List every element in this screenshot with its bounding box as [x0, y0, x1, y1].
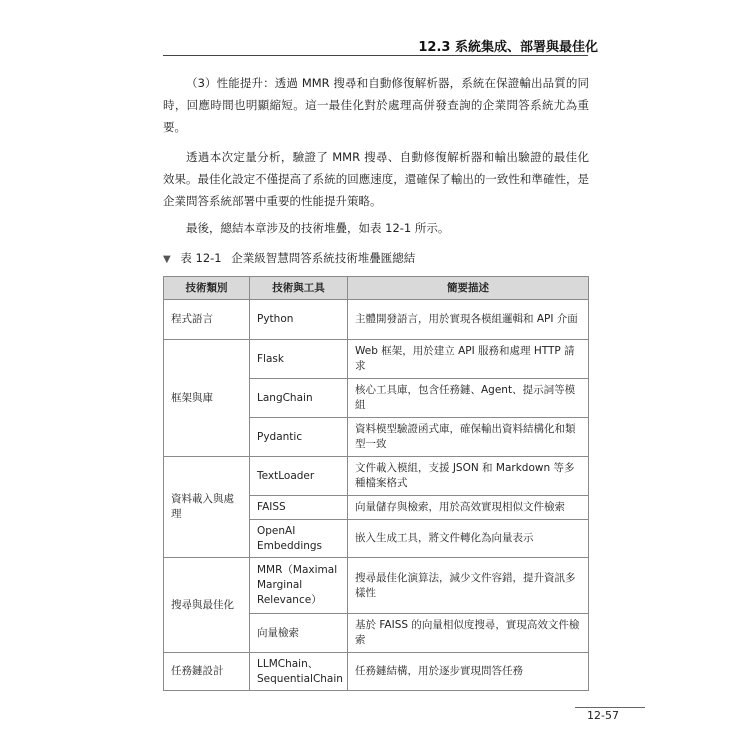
paragraph-analysis: 透過本次定量分析，驗證了 MMR 搜尋、自動修復解析器和輸出驗證的最佳化效果。最佳化設定不僅提高了系統的回應速度，還確保了輸出的一致性和準確性，是企業問答系統部署中重要的性能提升策略。	[163, 150, 589, 208]
description-cell: 文件載入模組，支援 JSON 和 Markdown 等多種檔案格式	[348, 457, 589, 496]
paragraph-summary: 最後，總結本章涉及的技術堆疊，如表 12-1 所示。	[186, 221, 450, 235]
tool-cell: MMR（Maximal Marginal Relevance）	[250, 558, 348, 614]
category-cell: 資料載入與處理	[164, 457, 250, 558]
description-cell: 搜尋最佳化演算法，減少文件容錯，提升資訊多樣性	[348, 558, 589, 614]
header-description: 簡要描述	[348, 277, 589, 300]
description-cell: Web 框架，用於建立 API 服務和處理 HTTP 請求	[348, 340, 589, 379]
tool-cell: FAISS	[250, 496, 348, 520]
caption-triangle-icon: ▼	[163, 254, 171, 265]
header-category: 技術類別	[164, 277, 250, 300]
table-row	[164, 558, 589, 614]
description-cell: 向量儲存與檢索，用於高效實現相似文件檢索	[348, 496, 589, 520]
tool-cell: Pydantic	[250, 418, 348, 457]
category-cell: 任務鏈設計	[164, 653, 250, 691]
tool-cell: Flask	[250, 340, 348, 379]
header-rule	[163, 55, 588, 56]
table-caption	[163, 250, 415, 266]
page-number: 12-57	[587, 709, 619, 722]
category-cell: 搜尋與最佳化	[164, 558, 250, 653]
category-cell: 框架與庫	[164, 340, 250, 457]
description-cell: 嵌入生成工具，將文件轉化為向量表示	[348, 520, 589, 558]
table-row	[164, 300, 589, 340]
tool-cell: TextLoader	[250, 457, 348, 496]
table-header-row	[164, 277, 589, 300]
description-cell: 資料模型驗證函式庫，確保輸出資料結構化和類型一致	[348, 418, 589, 457]
footer-rule	[575, 707, 645, 708]
table-row	[164, 340, 589, 379]
table-row	[164, 457, 589, 496]
tool-cell: Python	[250, 300, 348, 340]
header-tool: 技術與工具	[250, 277, 348, 300]
description-cell: 核心工具庫，包含任務鏈、Agent、提示詞等模組	[348, 379, 589, 418]
description-cell: 任務鏈結構，用於逐步實現問答任務	[348, 653, 589, 691]
caption-label: 表 12-1	[180, 251, 222, 265]
description-cell: 主體開發語言，用於實現各模組邏輯和 API 介面	[348, 300, 589, 340]
description-cell: 基於 FAISS 的向量相似度搜尋，實現高效文件檢索	[348, 614, 589, 653]
category-cell: 程式語言	[164, 300, 250, 340]
table-row	[164, 653, 589, 691]
tool-cell: LLMChain、SequentialChain	[250, 653, 348, 691]
tool-cell: LangChain	[250, 379, 348, 418]
caption-text: 企業級智慧問答系統技術堆疊匯總結	[231, 251, 416, 265]
tool-cell: OpenAI Embeddings	[250, 520, 348, 558]
paragraph-performance: （3）性能提升：透過 MMR 搜尋和自動修復解析器，系統在保證輸出品質的同時，回應時間也明顯縮短。這一最佳化對於處理高併發查詢的企業問答系統尤為重要。	[163, 76, 589, 134]
tool-cell: 向量檢索	[250, 614, 348, 653]
header-title: 12.3 系統集成、部署與最佳化	[418, 40, 598, 55]
tech-stack-table	[163, 276, 589, 691]
